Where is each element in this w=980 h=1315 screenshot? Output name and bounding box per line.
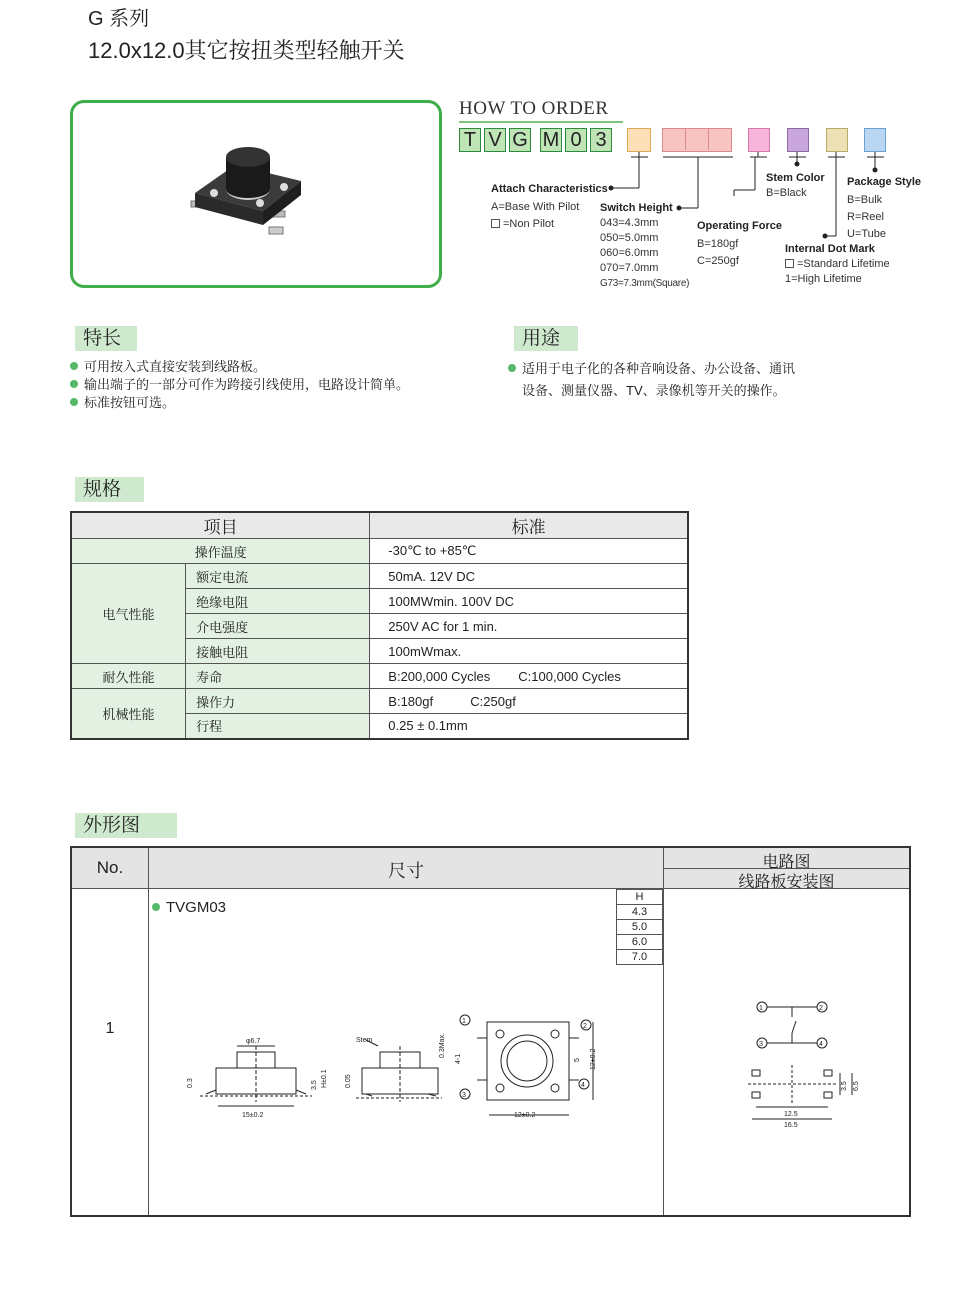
height-opt-060: 060=6.0mm — [600, 247, 659, 259]
dim-phi: φ6.7 — [246, 1038, 261, 1045]
operating-force-title: Operating Force — [697, 220, 782, 232]
bullet-dot-icon — [70, 362, 78, 370]
series-title: G 系列 — [88, 8, 150, 30]
spec-op-temp: 操作温度 — [71, 539, 370, 564]
pin-label-1: 1 — [462, 1018, 466, 1025]
spec-life-value: B:200,000 Cycles C:100,000 Cycles — [370, 664, 688, 689]
code-letter-0: 0 — [565, 128, 587, 152]
features-title: 特长 — [75, 326, 137, 351]
table-row — [71, 689, 688, 714]
height-table-header: H — [617, 890, 663, 905]
bullet-dot-icon — [508, 364, 516, 372]
height-opt-070: 070=7.0mm — [600, 262, 659, 274]
pcb-dim-35: 3.5 — [841, 1081, 848, 1091]
spec-title: 规格 — [75, 477, 144, 502]
dimension-drawing — [180, 1010, 610, 1125]
circuit-pin-3: 3 — [759, 1041, 763, 1048]
dim-max03: 0.3Max. — [439, 1033, 446, 1058]
stem-color-title: Stem Color — [766, 172, 825, 184]
spec-travel: 行程 — [186, 714, 370, 739]
spec-insulation-value: 100MWmin. 100V DC — [370, 589, 688, 614]
height-opt-050: 050=5.0mm — [600, 232, 659, 244]
spec-op-temp-value: -30℃ to +85℃ — [370, 539, 688, 564]
switch-height-title: Switch Height — [600, 202, 673, 214]
table-row — [71, 564, 688, 589]
attach-option-none: =Non Pilot — [491, 217, 554, 232]
height-table-cell: 7.0 — [617, 950, 663, 965]
outline-col-dimension: 尺寸 — [388, 861, 424, 881]
bullet-dot-icon — [70, 380, 78, 388]
spec-durability: 耐久性能 — [71, 664, 186, 689]
product-title: 12.0x12.0其它按扭类型轻触开关 — [88, 38, 405, 63]
attach-title: Attach Characteristics — [491, 183, 608, 195]
feature-item: 标准按钮可选。 — [70, 392, 175, 411]
outline-title: 外形图 — [75, 813, 177, 838]
height-table — [616, 889, 663, 965]
dim-005: 0.05 — [345, 1074, 352, 1088]
package-slot — [864, 128, 886, 152]
spec-contact-value: 100mWmax. — [370, 639, 688, 664]
code-letter-g: G — [509, 128, 531, 152]
outline-col-no: No. — [96, 858, 124, 877]
table-row — [71, 664, 688, 689]
package-opt-tube: U=Tube — [847, 228, 887, 240]
code-letter-t: T — [459, 128, 481, 152]
dim-h12: 12±0.2 — [590, 1048, 597, 1070]
usage-line-1: 适用于电子化的各种音响设备、办公设备、通讯 — [508, 358, 795, 377]
height-opt-g73: G73=7.3mm(Square) — [600, 278, 690, 289]
spec-rated-current: 额定电流 — [186, 564, 370, 589]
feature-item: 可用按入式直接安装到线路板。 — [70, 356, 266, 375]
attach-option-a: A=Base With Pilot — [491, 201, 580, 213]
spec-op-force: 操作力 — [186, 689, 370, 714]
checkbox-square-icon — [785, 259, 794, 268]
bullet-dot-icon — [152, 903, 160, 911]
height-table-cell: 4.3 — [617, 905, 663, 920]
spec-life: 寿命 — [186, 664, 370, 689]
circuit-pcb-drawing — [748, 995, 858, 1135]
pin-label-3: 3 — [462, 1092, 466, 1099]
dim-w15: 15±0.2 — [242, 1112, 264, 1119]
dim-hpm: H±0.1 — [321, 1069, 328, 1088]
height-slot — [662, 128, 732, 152]
height-table-cell: 5.0 — [617, 920, 663, 935]
force-opt-b: B=180gf — [697, 238, 739, 250]
outline-col-circuit: 电路图 — [762, 854, 811, 871]
divider — [148, 848, 149, 1215]
force-opt-c: C=250gf — [697, 255, 739, 267]
code-letter-v: V — [484, 128, 506, 152]
product-photo-frame — [70, 100, 442, 288]
circuit-pin-4: 4 — [819, 1041, 823, 1048]
spec-dielectric-value: 250V AC for 1 min. — [370, 614, 688, 639]
spec-table — [70, 511, 689, 740]
internal-dot-opt-high: 1=High Lifetime — [785, 273, 862, 285]
table-row — [71, 539, 688, 564]
feature-item: 输出端子的一部分可作为跨接引线使用，电路设计简单。 — [70, 374, 409, 393]
internal-dot-title: Internal Dot Mark — [785, 243, 875, 255]
pin-label-4: 4 — [581, 1082, 585, 1089]
spec-dielectric: 介电强度 — [186, 614, 370, 639]
usage-line-2: 设备、测量仪器、TV、录像机等开关的操作。 — [522, 383, 786, 398]
outline-row-no: 1 — [105, 1020, 115, 1037]
package-opt-bulk: B=Bulk — [847, 194, 883, 206]
stem-color-slot — [787, 128, 809, 152]
force-slot — [748, 128, 770, 152]
spec-contact: 接触电阻 — [186, 639, 370, 664]
package-style-title: Package Style — [847, 176, 921, 188]
dot-mark-slot — [826, 128, 848, 152]
how-to-order-title: HOW TO ORDER — [459, 98, 609, 119]
spec-op-force-value: B:180gf C:250gf — [370, 689, 688, 714]
code-letter-3: 3 — [590, 128, 612, 152]
tact-switch-image — [73, 103, 439, 285]
dim-5: 5 — [574, 1058, 581, 1062]
outline-col-pcb: 线路板安装图 — [738, 874, 835, 891]
checkbox-square-icon — [491, 219, 500, 228]
dim-w12: 12±0.2 — [514, 1112, 536, 1119]
pcb-dim-65: 6.5 — [853, 1081, 860, 1091]
spec-rated-current-value: 50mA. 12V DC — [370, 564, 688, 589]
pcb-dim-165: 16.5 — [784, 1122, 798, 1129]
dim-h03: 0.3 — [187, 1078, 194, 1088]
spec-mechanical: 机械性能 — [71, 689, 186, 739]
spec-col-standard: 标准 — [370, 512, 688, 539]
spec-insulation: 绝缘电阻 — [186, 589, 370, 614]
divider — [663, 848, 664, 1215]
dim-h35: 3.5 — [311, 1080, 318, 1090]
model-label: TVGM03 — [152, 899, 226, 916]
code-letter-m: M — [540, 128, 562, 152]
internal-dot-opt-standard: =Standard Lifetime — [785, 257, 890, 272]
bullet-dot-icon — [70, 398, 78, 406]
pin-label-2: 2 — [583, 1023, 587, 1030]
dim-41: 4-1 — [455, 1053, 462, 1064]
circuit-pin-1: 1 — [759, 1005, 763, 1012]
attach-slot — [627, 128, 651, 152]
spec-col-item: 项目 — [71, 512, 370, 539]
circuit-pin-2: 2 — [819, 1005, 823, 1012]
stem-color-opt-b: B=Black — [766, 187, 807, 199]
how-to-order-underline — [459, 121, 623, 123]
package-opt-reel: R=Reel — [847, 211, 884, 223]
usage-title: 用途 — [514, 326, 578, 351]
dim-stem: Stem — [356, 1037, 373, 1044]
spec-electrical: 电气性能 — [71, 564, 186, 664]
height-opt-043: 043=4.3mm — [600, 217, 659, 229]
height-table-cell: 6.0 — [617, 935, 663, 950]
pcb-dim-125: 12.5 — [784, 1111, 798, 1118]
spec-travel-value: 0.25 ± 0.1mm — [370, 714, 688, 739]
